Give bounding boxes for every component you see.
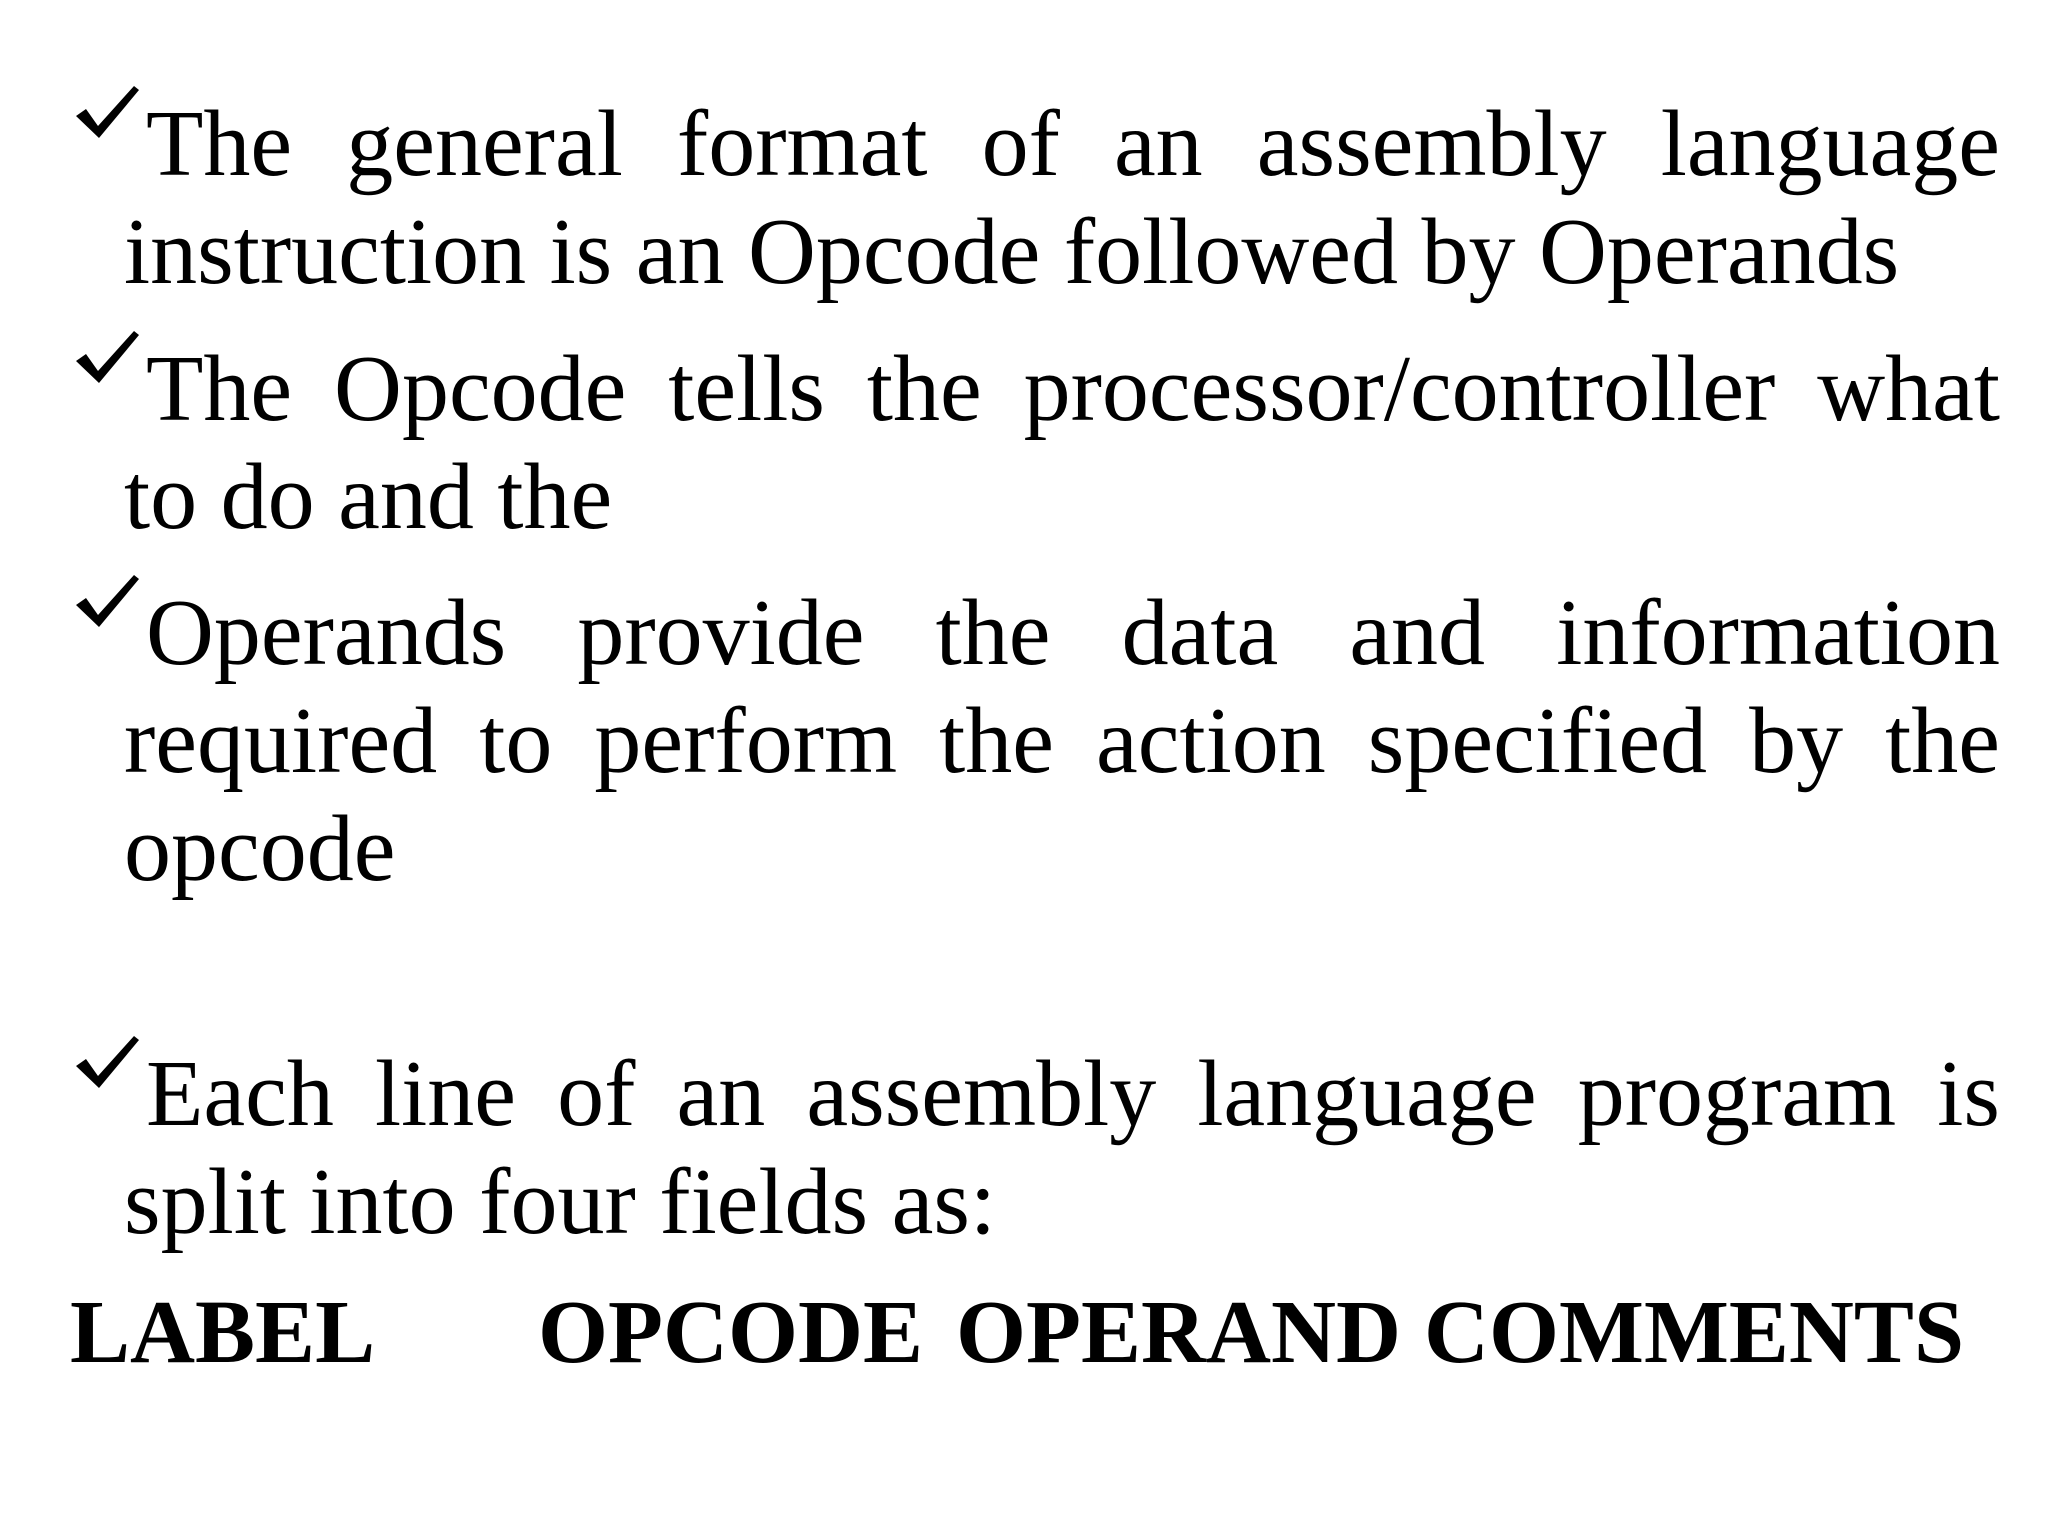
field-comments: COMMENTS — [1424, 1283, 1964, 1382]
bullet-text: The general format of an assembly language instruction is an Opcode followed by Operands — [124, 92, 2000, 304]
bullet-text: The Opcode tells the processor/controller what to do and the — [124, 337, 2000, 549]
instruction-fields-row — [70, 1278, 1990, 1388]
field-operand: OPERAND — [956, 1283, 1401, 1382]
bullet-text: Each line of an assembly language program is split into four fields as: — [124, 1042, 2000, 1254]
field-label: LABEL — [70, 1283, 376, 1382]
bullet-text: Operands provide the data and information required to perform the action specified by the opcode — [124, 581, 2000, 901]
field-opcode: OPCODE — [538, 1283, 924, 1382]
